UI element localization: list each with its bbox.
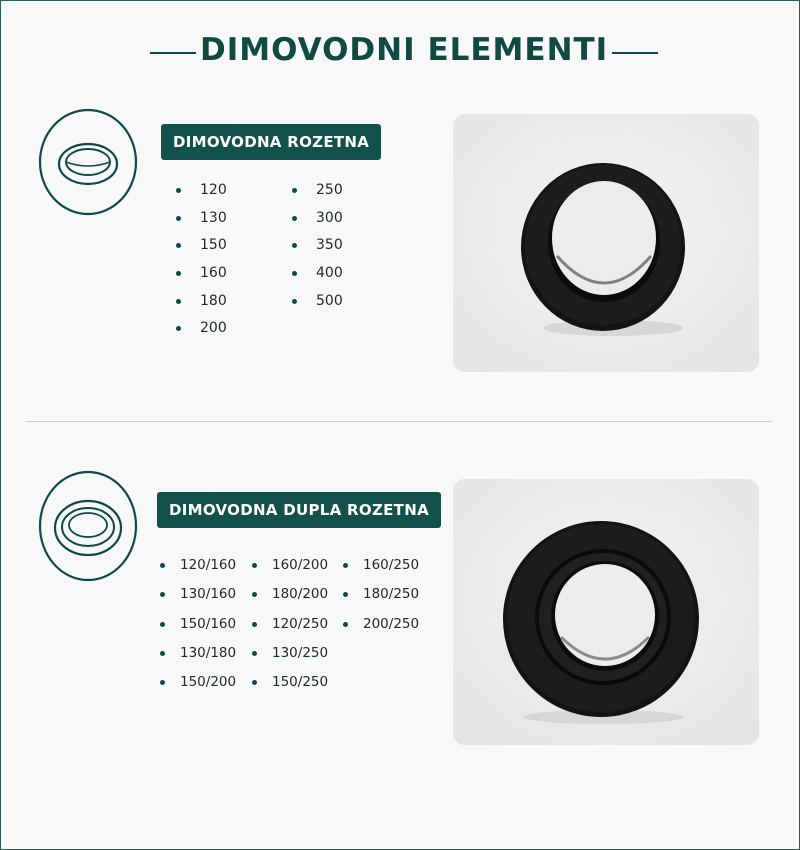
size-value: 150/200 <box>180 674 237 691</box>
size-value: 130/180 <box>180 644 237 661</box>
list-item <box>160 672 236 701</box>
size-list-col-2 <box>252 555 328 701</box>
list-item <box>252 584 328 613</box>
size-value: 130/250 <box>272 644 329 661</box>
bullet-dot-icon <box>176 271 181 276</box>
list-item <box>176 208 227 236</box>
bullet-dot-icon <box>252 592 257 597</box>
size-value: 200/250 <box>363 615 420 632</box>
bullet-dot-icon <box>292 216 297 221</box>
product-photo-rozetna <box>453 114 759 372</box>
bullet-dot-icon <box>292 271 297 276</box>
size-value: 150 <box>200 237 227 254</box>
bullet-dot-icon <box>343 563 348 568</box>
bullet-dot-icon <box>252 651 257 656</box>
size-value: 180/200 <box>272 586 329 603</box>
list-item <box>176 263 227 291</box>
size-value: 120/250 <box>272 615 329 632</box>
double-ring-outline-icon <box>38 470 142 586</box>
section-rozetna <box>0 100 800 400</box>
section-dupla-rozetna <box>0 460 800 770</box>
list-item <box>176 180 227 208</box>
bullet-dot-icon <box>176 188 181 193</box>
size-value: 130 <box>200 209 227 226</box>
size-value: 180/250 <box>363 586 420 603</box>
section-divider <box>26 421 772 422</box>
bullet-dot-icon <box>292 188 297 193</box>
list-item <box>160 555 236 584</box>
bullet-dot-icon <box>292 243 297 248</box>
bullet-dot-icon <box>176 326 181 331</box>
bullet-dot-icon <box>176 299 181 304</box>
bullet-dot-icon <box>252 563 257 568</box>
list-item <box>292 208 343 236</box>
size-value: 160 <box>200 265 227 282</box>
list-item <box>292 291 343 319</box>
rozetna-image <box>453 114 759 372</box>
bullet-dot-icon <box>160 622 165 627</box>
product-photo-dupla-rozetna <box>453 479 759 745</box>
list-item <box>160 584 236 613</box>
size-value: 160/250 <box>363 557 420 573</box>
list-item <box>176 291 227 319</box>
list-item <box>252 614 328 643</box>
list-item <box>252 643 328 672</box>
section-badge-dupla-rozetna: DIMOVODNA DUPLA ROZETNA <box>157 492 441 528</box>
list-item <box>343 614 419 643</box>
bullet-dot-icon <box>160 680 165 685</box>
size-value: 120/160 <box>180 557 237 573</box>
bullet-dot-icon <box>252 680 257 685</box>
bullet-dot-icon <box>252 622 257 627</box>
list-item <box>252 672 328 701</box>
size-value: 300 <box>316 209 343 226</box>
size-value: 180 <box>200 292 227 309</box>
list-item <box>176 235 227 263</box>
list-item <box>292 180 343 208</box>
page-title: DIMOVODNI ELEMENTI <box>200 32 609 68</box>
bullet-dot-icon <box>343 622 348 627</box>
list-item <box>343 555 419 584</box>
bullet-dot-icon <box>176 243 181 248</box>
size-list-col-3 <box>343 555 419 643</box>
bullet-dot-icon <box>160 563 165 568</box>
size-value: 120 <box>200 182 227 198</box>
list-item <box>252 555 328 584</box>
size-value: 500 <box>316 292 343 309</box>
list-item <box>292 235 343 263</box>
section-badge-rozetna: DIMOVODNA ROZETNA <box>161 124 381 160</box>
bullet-dot-icon <box>160 651 165 656</box>
size-list-col-2 <box>292 180 343 318</box>
bullet-dot-icon <box>292 299 297 304</box>
page-header <box>0 28 800 78</box>
bullet-dot-icon <box>176 216 181 221</box>
size-value: 160/200 <box>272 557 329 573</box>
dupla-rozetna-image <box>453 479 759 745</box>
size-list-col-1 <box>176 180 227 346</box>
title-rule-left <box>150 52 196 54</box>
size-value: 150/160 <box>180 615 237 632</box>
list-item <box>160 614 236 643</box>
bullet-dot-icon <box>343 592 348 597</box>
list-item <box>176 318 227 346</box>
list-item <box>160 643 236 672</box>
bullet-dot-icon <box>160 592 165 597</box>
list-item <box>292 263 343 291</box>
size-value: 130/160 <box>180 586 237 603</box>
title-rule-right <box>612 52 658 54</box>
size-value: 400 <box>316 265 343 282</box>
size-value: 200 <box>200 320 227 337</box>
list-item <box>343 584 419 613</box>
size-value: 150/250 <box>272 674 329 691</box>
size-value: 250 <box>316 182 343 198</box>
size-list-col-1 <box>160 555 236 701</box>
size-value: 350 <box>316 237 343 254</box>
ring-outline-icon <box>38 108 142 220</box>
